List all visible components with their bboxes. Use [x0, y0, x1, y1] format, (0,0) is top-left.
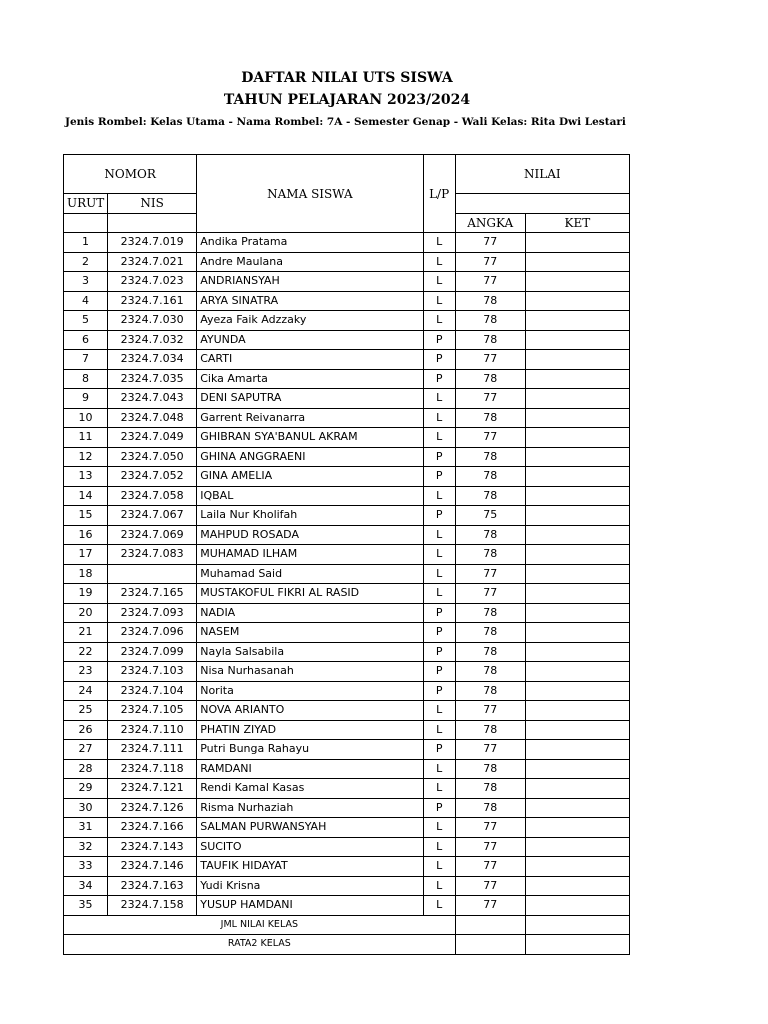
document-title: DAFTAR NILAI UTS SISWA	[241, 70, 453, 86]
cell-nama: NADIA	[197, 603, 423, 623]
cell-ket	[525, 681, 629, 701]
table-row	[64, 350, 630, 370]
header-nama-siswa: NAMA SISWA	[197, 155, 423, 233]
cell-nis: 2324.7.096	[108, 623, 197, 643]
cell-lp: L	[423, 857, 455, 877]
cell-urut: 7	[64, 350, 108, 370]
cell-urut: 33	[64, 857, 108, 877]
cell-angka: 77	[455, 564, 525, 584]
cell-ket	[525, 447, 629, 467]
footer-avg-value	[455, 935, 525, 955]
table-row	[64, 428, 630, 448]
cell-angka: 77	[455, 876, 525, 896]
cell-angka: 78	[455, 642, 525, 662]
cell-nis: 2324.7.050	[108, 447, 197, 467]
cell-ket	[525, 876, 629, 896]
cell-nis: 2324.7.158	[108, 896, 197, 916]
cell-lp: P	[423, 330, 455, 350]
cell-urut: 12	[64, 447, 108, 467]
cell-ket	[525, 369, 629, 389]
cell-lp: L	[423, 896, 455, 916]
cell-urut: 23	[64, 662, 108, 682]
cell-ket	[525, 896, 629, 916]
cell-nama: Cika Amarta	[197, 369, 423, 389]
header-urut: URUT	[64, 194, 108, 214]
table-row	[64, 486, 630, 506]
cell-nama: Laila Nur Kholifah	[197, 506, 423, 526]
header-blank-cell	[108, 213, 197, 233]
cell-lp: L	[423, 759, 455, 779]
cell-urut: 19	[64, 584, 108, 604]
cell-nama: NASEM	[197, 623, 423, 643]
cell-ket	[525, 545, 629, 565]
cell-angka: 78	[455, 291, 525, 311]
cell-angka: 78	[455, 525, 525, 545]
cell-ket	[525, 330, 629, 350]
cell-nama: Muhamad Said	[197, 564, 423, 584]
cell-nama: TAUFIK HIDAYAT	[197, 857, 423, 877]
cell-ket	[525, 740, 629, 760]
table-row	[64, 291, 630, 311]
cell-urut: 9	[64, 389, 108, 409]
cell-ket	[525, 857, 629, 877]
table-row	[64, 662, 630, 682]
cell-ket	[525, 467, 629, 487]
cell-nis: 2324.7.111	[108, 740, 197, 760]
cell-nis: 2324.7.103	[108, 662, 197, 682]
cell-urut: 29	[64, 779, 108, 799]
table-row	[64, 584, 630, 604]
cell-nama: CARTI	[197, 350, 423, 370]
cell-urut: 3	[64, 272, 108, 292]
cell-angka: 77	[455, 837, 525, 857]
cell-ket	[525, 720, 629, 740]
cell-urut: 6	[64, 330, 108, 350]
cell-nama: Andika Pratama	[197, 233, 423, 253]
cell-angka: 77	[455, 857, 525, 877]
cell-angka: 78	[455, 545, 525, 565]
cell-nama: PHATIN ZIYAD	[197, 720, 423, 740]
cell-lp: P	[423, 798, 455, 818]
header-ket: KET	[525, 213, 629, 233]
cell-nis: 2324.7.021	[108, 252, 197, 272]
academic-year: TAHUN PELAJARAN 2023/2024	[223, 92, 471, 108]
cell-nis: 2324.7.030	[108, 311, 197, 331]
cell-lp: L	[423, 545, 455, 565]
cell-lp: P	[423, 603, 455, 623]
cell-nama: GHIBRAN SYA'BANUL AKRAM	[197, 428, 423, 448]
cell-lp: P	[423, 467, 455, 487]
cell-angka: 77	[455, 389, 525, 409]
cell-nis: 2324.7.166	[108, 818, 197, 838]
table-row	[64, 740, 630, 760]
cell-nis: 2324.7.034	[108, 350, 197, 370]
table-row	[64, 798, 630, 818]
cell-nis: 2324.7.048	[108, 408, 197, 428]
table-row	[64, 681, 630, 701]
cell-urut: 14	[64, 486, 108, 506]
header-lp: L/P	[423, 155, 455, 233]
cell-urut: 13	[64, 467, 108, 487]
cell-lp: L	[423, 233, 455, 253]
table-row	[64, 467, 630, 487]
footer-sum-ket	[525, 915, 629, 935]
cell-nama: Yudi Krisna	[197, 876, 423, 896]
cell-nis: 2324.7.121	[108, 779, 197, 799]
cell-nis: 2324.7.023	[108, 272, 197, 292]
cell-lp: L	[423, 486, 455, 506]
cell-nis: 2324.7.052	[108, 467, 197, 487]
cell-lp: L	[423, 701, 455, 721]
cell-nama: ARYA SINATRA	[197, 291, 423, 311]
cell-angka: 78	[455, 311, 525, 331]
table-row	[64, 759, 630, 779]
cell-nis: 2324.7.069	[108, 525, 197, 545]
cell-ket	[525, 584, 629, 604]
cell-angka: 78	[455, 662, 525, 682]
footer-row-avg	[64, 935, 630, 955]
cell-angka: 78	[455, 447, 525, 467]
cell-ket	[525, 779, 629, 799]
cell-lp: L	[423, 779, 455, 799]
cell-nama: DENI SAPUTRA	[197, 389, 423, 409]
table-row	[64, 564, 630, 584]
cell-angka: 78	[455, 720, 525, 740]
cell-urut: 15	[64, 506, 108, 526]
cell-ket	[525, 662, 629, 682]
cell-angka: 78	[455, 779, 525, 799]
cell-urut: 10	[64, 408, 108, 428]
cell-angka: 78	[455, 369, 525, 389]
cell-angka: 78	[455, 330, 525, 350]
cell-nama: SUCITO	[197, 837, 423, 857]
cell-angka: 78	[455, 486, 525, 506]
cell-nis: 2324.7.165	[108, 584, 197, 604]
cell-nama: MUSTAKOFUL FIKRI AL RASID	[197, 584, 423, 604]
table-row	[64, 447, 630, 467]
cell-ket	[525, 642, 629, 662]
footer-avg-label: RATA2 KELAS	[64, 935, 456, 955]
cell-nama: AYUNDA	[197, 330, 423, 350]
cell-lp: L	[423, 525, 455, 545]
footer-sum-label: JML NILAI KELAS	[64, 915, 456, 935]
cell-lp: P	[423, 506, 455, 526]
cell-urut: 25	[64, 701, 108, 721]
cell-lp: P	[423, 662, 455, 682]
cell-urut: 4	[64, 291, 108, 311]
cell-angka: 77	[455, 272, 525, 292]
cell-urut: 30	[64, 798, 108, 818]
header-nomor: NOMOR	[64, 155, 197, 194]
cell-urut: 35	[64, 896, 108, 916]
cell-angka: 77	[455, 740, 525, 760]
table-row	[64, 857, 630, 877]
cell-angka: 78	[455, 759, 525, 779]
cell-angka: 77	[455, 584, 525, 604]
cell-urut: 31	[64, 818, 108, 838]
cell-urut: 18	[64, 564, 108, 584]
cell-nis: 2324.7.043	[108, 389, 197, 409]
cell-ket	[525, 233, 629, 253]
cell-nama: Norita	[197, 681, 423, 701]
cell-nis: 2324.7.049	[108, 428, 197, 448]
cell-angka: 78	[455, 681, 525, 701]
cell-urut: 32	[64, 837, 108, 857]
cell-nama: Nisa Nurhasanah	[197, 662, 423, 682]
table-row	[64, 603, 630, 623]
footer-sum-value	[455, 915, 525, 935]
cell-urut: 11	[64, 428, 108, 448]
cell-ket	[525, 837, 629, 857]
table-row	[64, 876, 630, 896]
cell-angka: 78	[455, 623, 525, 643]
cell-ket	[525, 408, 629, 428]
cell-nis	[108, 564, 197, 584]
cell-ket	[525, 623, 629, 643]
cell-lp: L	[423, 389, 455, 409]
cell-angka: 78	[455, 798, 525, 818]
cell-urut: 21	[64, 623, 108, 643]
cell-angka: 77	[455, 701, 525, 721]
footer-avg-ket	[525, 935, 629, 955]
table-row	[64, 623, 630, 643]
cell-ket	[525, 486, 629, 506]
header-nilai: NILAI	[455, 155, 629, 194]
table-row	[64, 272, 630, 292]
cell-lp: P	[423, 447, 455, 467]
cell-nama: RAMDANI	[197, 759, 423, 779]
cell-lp: L	[423, 818, 455, 838]
cell-ket	[525, 428, 629, 448]
cell-nama: Andre Maulana	[197, 252, 423, 272]
cell-nama: Ayeza Faik Adzzaky	[197, 311, 423, 331]
cell-nama: MAHPUD ROSADA	[197, 525, 423, 545]
cell-urut: 20	[64, 603, 108, 623]
cell-nama: Garrent Reivanarra	[197, 408, 423, 428]
cell-lp: L	[423, 584, 455, 604]
cell-ket	[525, 311, 629, 331]
cell-nis: 2324.7.163	[108, 876, 197, 896]
cell-angka: 78	[455, 408, 525, 428]
cell-nis: 2324.7.161	[108, 291, 197, 311]
cell-ket	[525, 350, 629, 370]
cell-urut: 5	[64, 311, 108, 331]
cell-lp: P	[423, 350, 455, 370]
table-row	[64, 252, 630, 272]
cell-lp: L	[423, 564, 455, 584]
header-nis: NIS	[108, 194, 197, 214]
cell-nis: 2324.7.083	[108, 545, 197, 565]
cell-nis: 2324.7.110	[108, 720, 197, 740]
class-info: Jenis Rombel: Kelas Utama - Nama Rombel: 7A - Semester Genap - Wali Kelas: Rita Dwi Lestari	[65, 116, 626, 128]
table-row	[64, 506, 630, 526]
cell-nis: 2324.7.035	[108, 369, 197, 389]
cell-lp: L	[423, 291, 455, 311]
cell-nama: NOVA ARIANTO	[197, 701, 423, 721]
header-blank-cell	[455, 194, 629, 214]
cell-lp: P	[423, 623, 455, 643]
header-row-1	[64, 155, 630, 194]
header-angka: ANGKA	[455, 213, 525, 233]
cell-lp: P	[423, 369, 455, 389]
cell-urut: 1	[64, 233, 108, 253]
cell-ket	[525, 759, 629, 779]
cell-nama: MUHAMAD ILHAM	[197, 545, 423, 565]
cell-lp: L	[423, 837, 455, 857]
cell-urut: 34	[64, 876, 108, 896]
cell-nis: 2324.7.032	[108, 330, 197, 350]
table-row	[64, 818, 630, 838]
cell-ket	[525, 252, 629, 272]
cell-nis: 2324.7.099	[108, 642, 197, 662]
table-row	[64, 311, 630, 331]
cell-angka: 77	[455, 252, 525, 272]
cell-urut: 27	[64, 740, 108, 760]
cell-nama: Rendi Kamal Kasas	[197, 779, 423, 799]
table-row	[64, 779, 630, 799]
cell-nama: YUSUP HAMDANI	[197, 896, 423, 916]
cell-lp: P	[423, 740, 455, 760]
header-blank-cell	[64, 213, 108, 233]
cell-nis: 2324.7.058	[108, 486, 197, 506]
grades-table	[63, 154, 630, 955]
cell-nama: SALMAN PURWANSYAH	[197, 818, 423, 838]
cell-ket	[525, 272, 629, 292]
cell-ket	[525, 818, 629, 838]
cell-nama: Putri Bunga Rahayu	[197, 740, 423, 760]
cell-lp: L	[423, 720, 455, 740]
cell-angka: 77	[455, 818, 525, 838]
footer-row-sum	[64, 915, 630, 935]
cell-lp: P	[423, 681, 455, 701]
cell-lp: P	[423, 642, 455, 662]
cell-urut: 2	[64, 252, 108, 272]
cell-nis: 2324.7.143	[108, 837, 197, 857]
cell-nis: 2324.7.019	[108, 233, 197, 253]
cell-urut: 28	[64, 759, 108, 779]
table-row	[64, 545, 630, 565]
cell-angka: 77	[455, 428, 525, 448]
table-row	[64, 896, 630, 916]
cell-ket	[525, 564, 629, 584]
cell-ket	[525, 525, 629, 545]
table-row	[64, 233, 630, 253]
cell-angka: 77	[455, 233, 525, 253]
table-row	[64, 701, 630, 721]
cell-angka: 78	[455, 603, 525, 623]
cell-lp: L	[423, 252, 455, 272]
cell-nama: Nayla Salsabila	[197, 642, 423, 662]
cell-angka: 77	[455, 896, 525, 916]
table-row	[64, 837, 630, 857]
cell-lp: L	[423, 272, 455, 292]
cell-urut: 26	[64, 720, 108, 740]
cell-urut: 17	[64, 545, 108, 565]
table-row	[64, 720, 630, 740]
cell-nis: 2324.7.067	[108, 506, 197, 526]
cell-ket	[525, 506, 629, 526]
cell-ket	[525, 603, 629, 623]
cell-nama: ANDRIANSYAH	[197, 272, 423, 292]
cell-urut: 16	[64, 525, 108, 545]
cell-ket	[525, 389, 629, 409]
cell-nis: 2324.7.146	[108, 857, 197, 877]
cell-ket	[525, 798, 629, 818]
cell-angka: 78	[455, 467, 525, 487]
table-row	[64, 389, 630, 409]
table-row	[64, 330, 630, 350]
cell-angka: 75	[455, 506, 525, 526]
cell-nama: IQBAL	[197, 486, 423, 506]
cell-nis: 2324.7.093	[108, 603, 197, 623]
cell-lp: L	[423, 876, 455, 896]
cell-lp: L	[423, 428, 455, 448]
cell-urut: 8	[64, 369, 108, 389]
cell-urut: 22	[64, 642, 108, 662]
cell-nis: 2324.7.105	[108, 701, 197, 721]
cell-urut: 24	[64, 681, 108, 701]
cell-nis: 2324.7.104	[108, 681, 197, 701]
cell-nama: Risma Nurhaziah	[197, 798, 423, 818]
cell-lp: L	[423, 408, 455, 428]
cell-ket	[525, 291, 629, 311]
cell-nama: GINA AMELIA	[197, 467, 423, 487]
table-row	[64, 369, 630, 389]
cell-lp: L	[423, 311, 455, 331]
cell-angka: 77	[455, 350, 525, 370]
table-row	[64, 408, 630, 428]
table-row	[64, 525, 630, 545]
cell-nis: 2324.7.118	[108, 759, 197, 779]
table-row	[64, 642, 630, 662]
cell-ket	[525, 701, 629, 721]
cell-nama: GHINA ANGGRAENI	[197, 447, 423, 467]
cell-nis: 2324.7.126	[108, 798, 197, 818]
